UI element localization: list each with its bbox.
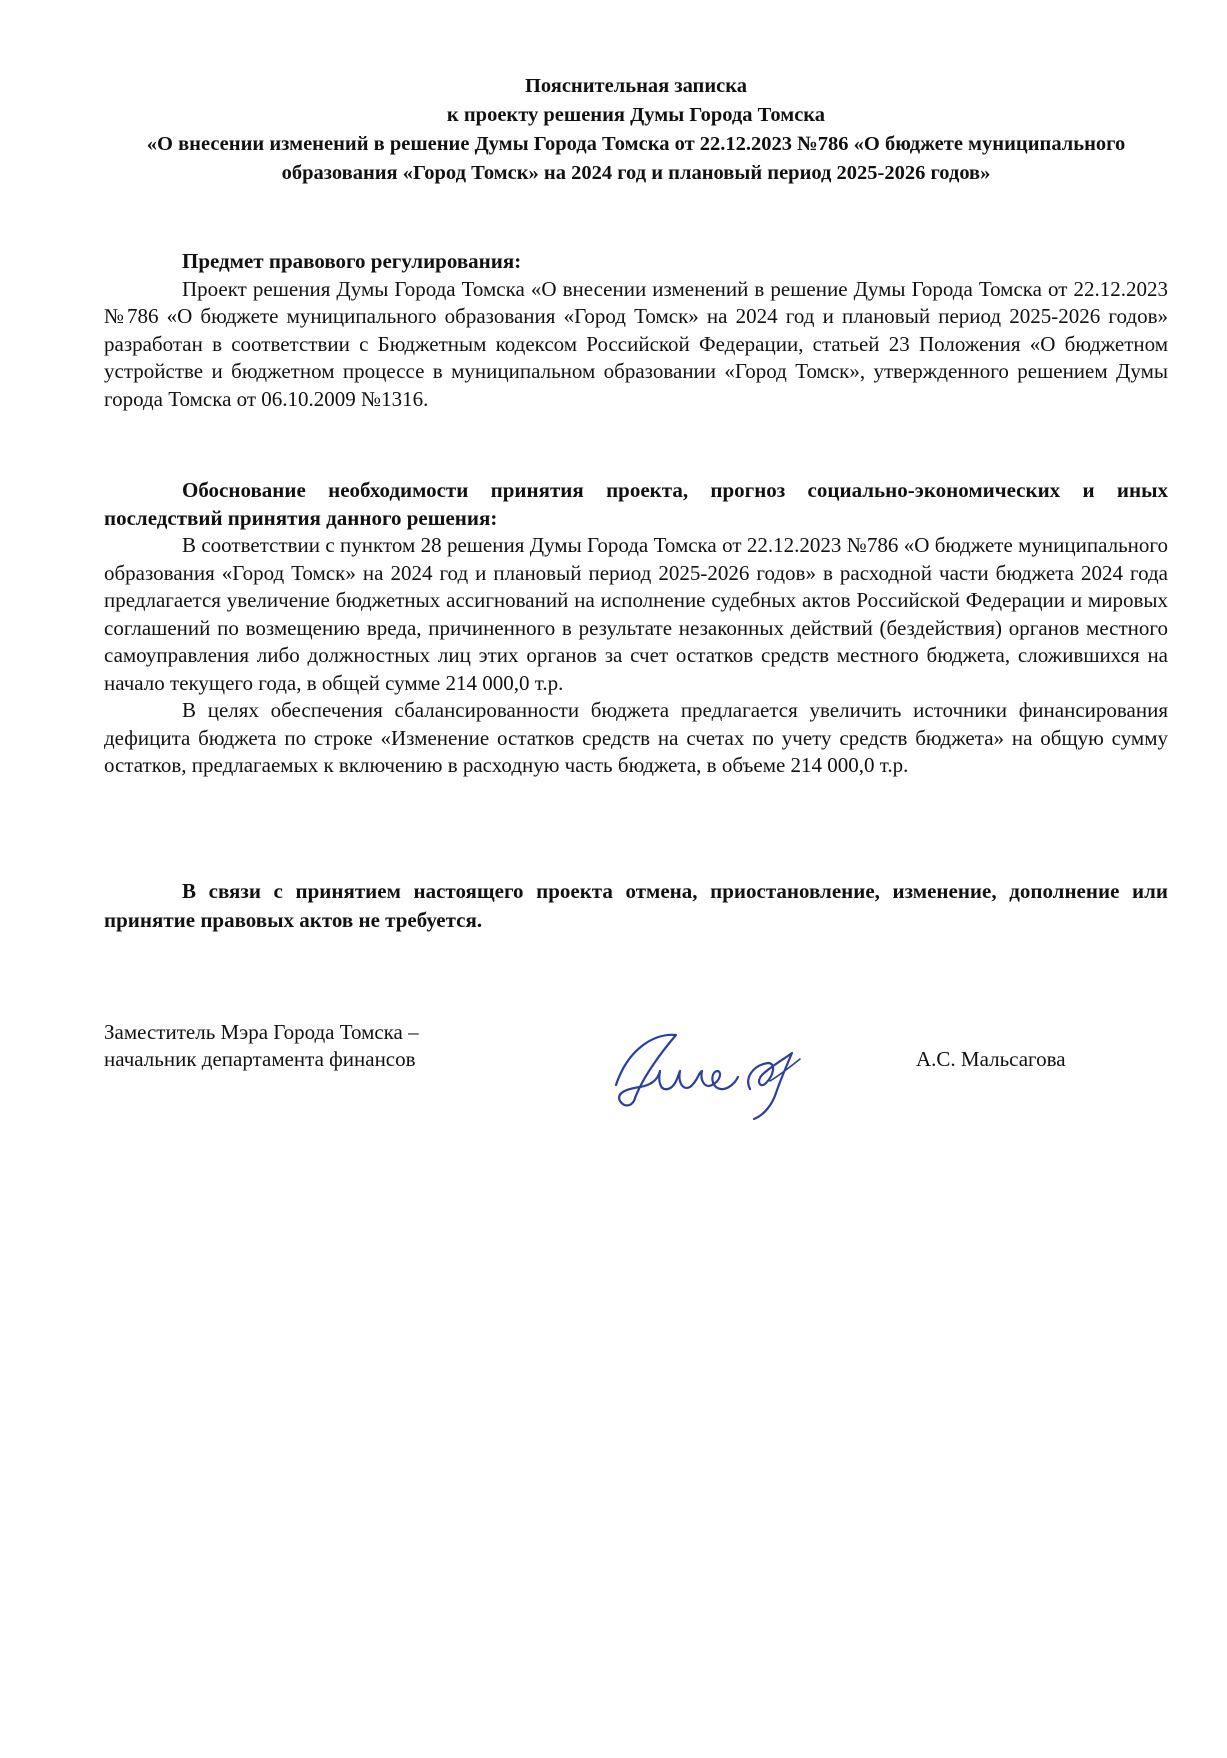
handwritten-signature (594, 1019, 834, 1129)
signer-title-line2: начальник департамента финансов (104, 1047, 416, 1071)
section-heading-legal-subject: Предмет правового регулирования: (182, 249, 522, 273)
paragraph-legal-subject: Проект решения Думы Города Томска «О внесении изменений в решение Думы Города Томска от 22.12.2023 №786 «О бюджете муниципального образования «Город Томск» на 2024 год и плановый период 2025-2026 годов» разработан в соответствии с Бюджетным кодексом Российской Федерации, статьей 23 Положения «О бюджетном устройстве и бюджетном процессе в муниципальном образовании «Город Томск», утвержденного решением Думы города Томска от 06.10.2009 №1316. (104, 276, 1168, 411)
section-justification (104, 477, 1168, 780)
signer-name: А.С. Мальсагова (916, 1047, 1066, 1071)
document-header (104, 72, 1168, 188)
paragraph-justification-1: В соответствии с пунктом 28 решения Думы Города Томска от 22.12.2023 №786 «О бюджете муниципального образования «Город Томск» на 2024 год и плановый период 2025-2026 годов» в расходной части бюджета 2024 года предлагается увеличение бюджетных ассигнований на исполнение судебных актов Российской Федерации и мировых соглашений по возмещению вреда, причиненного в результате незаконных действий (бездействия) органов местного самоуправления либо должностных лиц этих органов за счет остатков средств местного бюджета, сложившихся на начало текущего года, в общей сумме 214 000,0 т.р. (104, 533, 1168, 695)
header-subtitle: к проекту решения Думы Города Томска (446, 104, 826, 126)
header-decision-title: «О внесении изменений в решение Думы Города Томска от 22.12.2023 №786 «О бюджете муниципального образования «Город Томск» на 2024 год и плановый период 2025-2026 годов» (146, 133, 1126, 184)
section-heading-justification: Обоснование необходимости принятия проекта, прогноз социально-экономических и иных последствий принятия данного решения: (104, 478, 1168, 530)
signer-title (104, 1019, 544, 1073)
notice-no-acts-required: В связи с принятием настоящего проекта отмена, приостановление, изменение, дополнение или принятие правовых актов не требуется. (104, 879, 1168, 932)
signature-block (104, 1019, 1168, 1129)
signer-title-line1: Заместитель Мэра Города Томска – (104, 1020, 419, 1044)
header-title: Пояснительная записка (524, 75, 748, 97)
paragraph-justification-2: В целях обеспечения сбалансированности бюджета предлагается увеличить источники финансирования дефицита бюджета по строке «Изменение остатков средств на счетах по учету средств бюджета» на общую сумму остатков, предлагаемых к включению в расходную часть бюджета, в объеме 214 000,0 т.р. (104, 698, 1168, 777)
section-legal-subject (104, 248, 1168, 413)
